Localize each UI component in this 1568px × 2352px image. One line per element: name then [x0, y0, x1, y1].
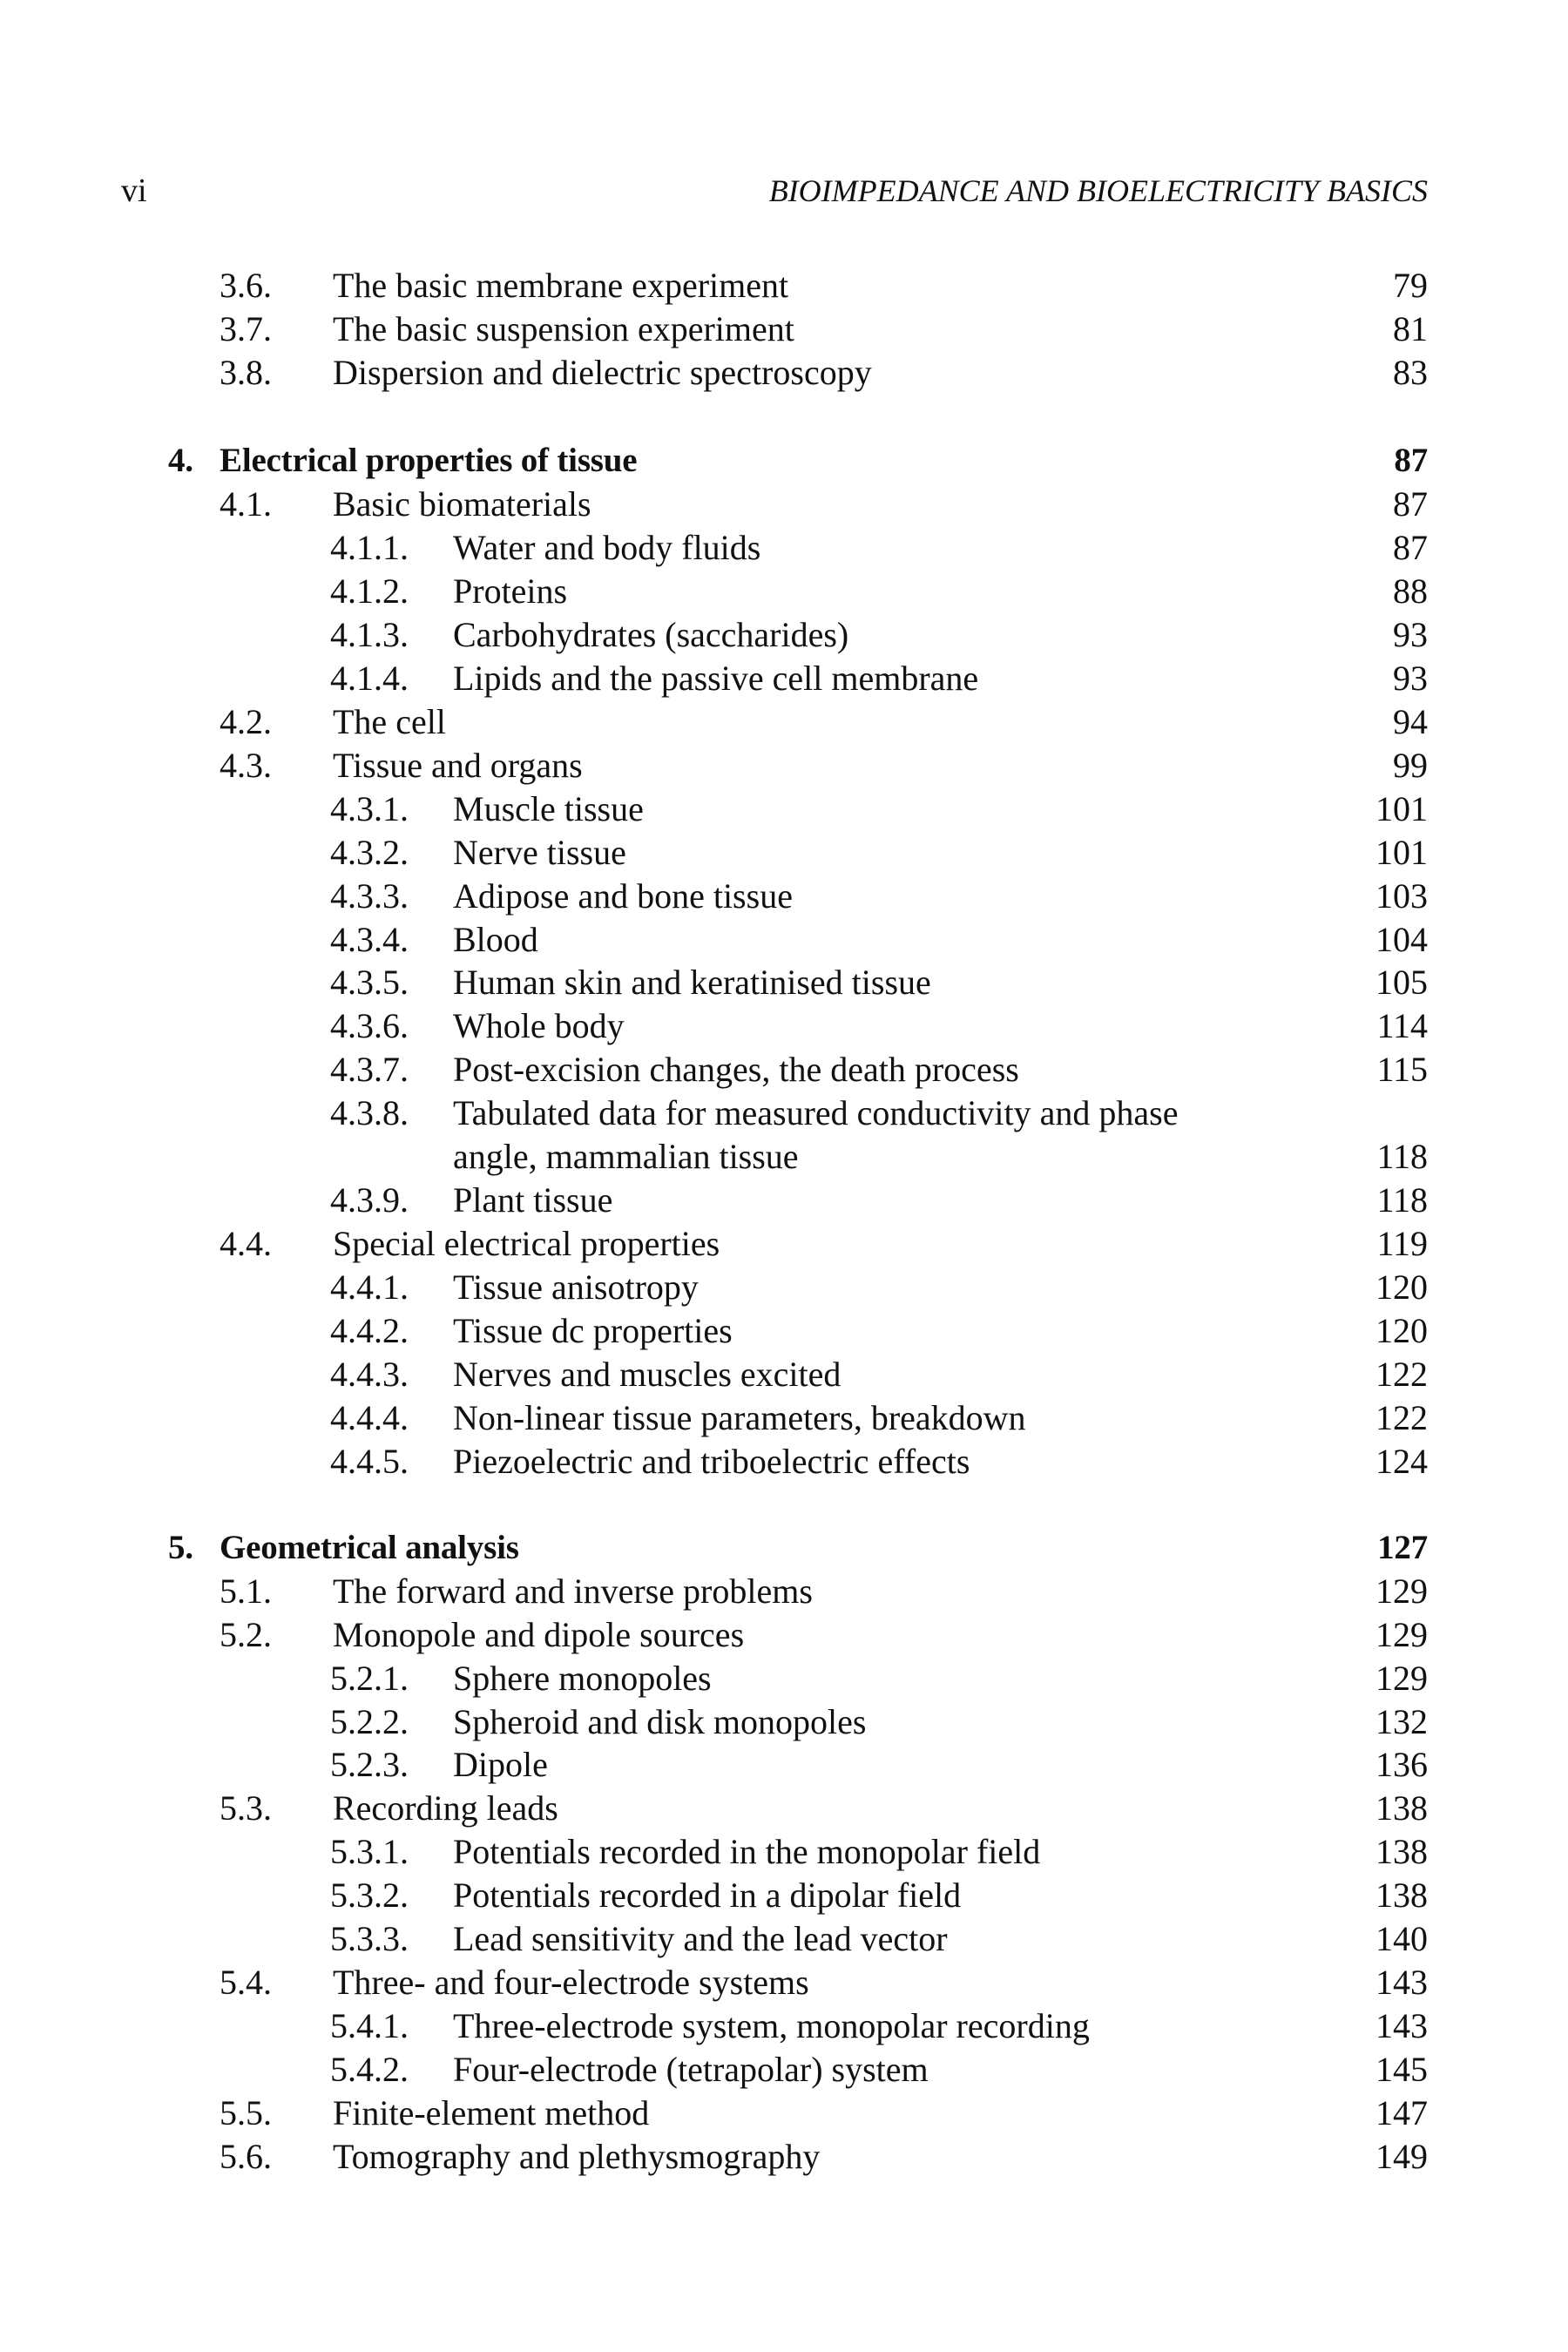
toc-entry-title: The cell — [333, 702, 446, 741]
toc-entry-number: 4.3.8. — [330, 1093, 409, 1132]
toc-entry — [0, 1875, 1568, 1916]
toc-entry-number: 5.3. — [220, 1788, 272, 1828]
toc-entry-page: 122 — [1375, 1355, 1428, 1394]
toc-entry-page: 129 — [1375, 1615, 1428, 1654]
toc-chapter-entry — [0, 440, 1568, 482]
toc-entry — [0, 745, 1568, 787]
toc-entry-title: The forward and inverse problems — [333, 1571, 813, 1611]
toc-entry-page: 129 — [1375, 1571, 1428, 1611]
toc-entry-title: Recording leads — [333, 1788, 558, 1828]
toc-entry-page: 101 — [1375, 789, 1428, 828]
toc-entry-title: angle, mammalian tissue — [453, 1137, 799, 1176]
toc-entry-page: 145 — [1375, 2050, 1428, 2089]
toc-entry — [0, 875, 1568, 917]
toc-entry — [0, 1179, 1568, 1221]
toc-entry-title: Four-electrode (tetrapolar) system — [453, 2050, 929, 2089]
toc-entry — [0, 1614, 1568, 1656]
toc-entry-title: Monopole and dipole sources — [333, 1615, 745, 1654]
toc-entry-title: Special electrical properties — [333, 1224, 720, 1263]
toc-entry — [0, 483, 1568, 525]
toc-entry-title: Adipose and bone tissue — [453, 876, 793, 916]
toc-entry-title: Nerve tissue — [453, 833, 626, 872]
toc-entry-page: 81 — [1393, 309, 1428, 348]
toc-entry-number: 5.2.2. — [330, 1702, 409, 1741]
toc-entry-title: Potentials recorded in the monopolar field — [453, 1832, 1041, 1871]
toc-entry — [0, 614, 1568, 656]
toc-entry-number: 4.3.6. — [330, 1006, 409, 1045]
toc-entry — [0, 1962, 1568, 2004]
toc-entry-number: 4.2. — [220, 702, 272, 741]
toc-entry-number: 4.4. — [220, 1224, 272, 1263]
toc-entry-title: Three-electrode system, monopolar recording — [453, 2006, 1090, 2045]
toc-entry-title: Tomography and plethysmography — [333, 2137, 821, 2176]
toc-entry-number: 4. — [168, 442, 193, 479]
toc-entry-number: 5.3.3. — [330, 1919, 409, 1958]
toc-entry — [0, 1744, 1568, 1786]
toc-entry-number: 5. — [168, 1529, 193, 1566]
toc-entry-title: Geometrical analysis — [220, 1529, 519, 1566]
toc-entry-number: 3.6. — [220, 266, 272, 305]
toc-entry-title: Human skin and keratinised tissue — [453, 963, 931, 1002]
toc-entry-number: 4.4.3. — [330, 1355, 409, 1394]
toc-entry-page: 105 — [1375, 963, 1428, 1002]
page-number: vi — [121, 172, 147, 209]
toc-entry-number: 4.1.3. — [330, 615, 409, 654]
toc-entry — [0, 1354, 1568, 1396]
toc-entry-number: 5.2.1. — [330, 1659, 409, 1698]
toc-entry — [0, 701, 1568, 743]
toc-entry-page: 119 — [1376, 1224, 1428, 1263]
toc-entry-title: Spheroid and disk monopoles — [453, 1702, 867, 1741]
toc-entry — [0, 788, 1568, 830]
toc-entry-page: 93 — [1393, 615, 1428, 654]
toc-entry-page: 120 — [1375, 1311, 1428, 1350]
toc-entry — [0, 1788, 1568, 1829]
toc-entry-page: 149 — [1375, 2137, 1428, 2176]
toc-entry-title: Basic biomaterials — [333, 484, 591, 524]
toc-entry-title: Proteins — [453, 571, 568, 611]
toc-entry-title: Non-linear tissue parameters, breakdown — [453, 1398, 1026, 1437]
toc-entry-page: 88 — [1393, 571, 1428, 611]
toc-entry — [0, 352, 1568, 394]
toc-entry-page: 115 — [1376, 1050, 1428, 1089]
toc-entry-title: Tabulated data for measured conductivity and phase — [453, 1093, 1179, 1132]
toc-entry-title: Nerves and muscles excited — [453, 1355, 841, 1394]
toc-entry-title: Finite-element method — [333, 2093, 650, 2132]
toc-entry-page: 118 — [1376, 1180, 1428, 1220]
toc-entry — [0, 1397, 1568, 1439]
running-head: BIOIMPEDANCE AND BIOELECTRICITY BASICS — [768, 173, 1428, 208]
toc-entry-number: 4.4.2. — [330, 1311, 409, 1350]
toc-entry-number: 4.3.9. — [330, 1180, 409, 1220]
toc-entry-page: 114 — [1376, 1006, 1428, 1045]
toc-entry — [0, 1831, 1568, 1873]
toc-entry-number: 5.1. — [220, 1571, 272, 1611]
toc-entry-title: Three- and four-electrode systems — [333, 1963, 809, 2002]
toc-entry-page: 140 — [1375, 1919, 1428, 1958]
toc-entry-page: 138 — [1375, 1832, 1428, 1871]
toc-entry-title: Carbohydrates (saccharides) — [453, 615, 849, 654]
toc-entry-title: Whole body — [453, 1006, 625, 1045]
toc-entry — [0, 1136, 1568, 1178]
toc-entry-page: 143 — [1375, 1963, 1428, 2002]
toc-entry — [0, 1267, 1568, 1308]
toc-entry-page: 143 — [1375, 2006, 1428, 2045]
toc-entry-title: Post-excision changes, the death process — [453, 1050, 1019, 1089]
toc-entry-number: 4.1. — [220, 484, 272, 524]
toc-entry-title: Dispersion and dielectric spectroscopy — [333, 353, 872, 392]
toc-entry-number: 4.3. — [220, 746, 272, 785]
toc-entry-number: 4.3.2. — [330, 833, 409, 872]
toc-entry-page: 87 — [1393, 484, 1428, 524]
toc-entry-page: 94 — [1393, 702, 1428, 741]
toc-entry — [0, 1658, 1568, 1700]
toc-entry — [0, 265, 1568, 307]
toc-entry-page: 79 — [1393, 266, 1428, 305]
toc-entry-page: 83 — [1393, 353, 1428, 392]
toc-entry — [0, 919, 1568, 961]
toc-entry — [0, 527, 1568, 569]
toc-entry-number: 3.8. — [220, 353, 272, 392]
toc-entry — [0, 1223, 1568, 1265]
toc-entry-number: 4.3.7. — [330, 1050, 409, 1089]
toc-entry-page: 138 — [1375, 1876, 1428, 1915]
toc-entry-number: 4.1.1. — [330, 528, 409, 567]
toc-entry-number: 5.3.1. — [330, 1832, 409, 1871]
toc-entry — [0, 1701, 1568, 1743]
toc-entry-number: 4.3.3. — [330, 876, 409, 916]
toc-entry-number: 4.3.4. — [330, 920, 409, 959]
toc-entry — [0, 2092, 1568, 2134]
toc-entry-title: Piezoelectric and triboelectric effects — [453, 1442, 970, 1481]
toc-entry-number: 5.3.2. — [330, 1876, 409, 1915]
toc-entry-page: 136 — [1375, 1745, 1428, 1784]
toc-entry-number: 4.1.2. — [330, 571, 409, 611]
toc-entry-title: Tissue dc properties — [453, 1311, 733, 1350]
toc-entry — [0, 2005, 1568, 2047]
toc-entry-number: 4.3.5. — [330, 963, 409, 1002]
toc-entry-title: The basic membrane experiment — [333, 266, 789, 305]
toc-entry-number: 5.5. — [220, 2093, 272, 2132]
toc-entry-number: 5.6. — [220, 2137, 272, 2176]
toc-entry-title: Tissue anisotropy — [453, 1267, 699, 1307]
toc-entry-title: Muscle tissue — [453, 789, 644, 828]
toc-entry-page: 99 — [1393, 746, 1428, 785]
toc-entry-page: 138 — [1375, 1788, 1428, 1828]
toc-entry — [0, 1310, 1568, 1352]
toc-entry-number: 4.4.5. — [330, 1442, 409, 1481]
toc-entry-number: 4.4.4. — [330, 1398, 409, 1437]
toc-entry — [0, 1441, 1568, 1483]
toc-entry-page: 118 — [1376, 1137, 1428, 1176]
toc-entry-title: Lead sensitivity and the lead vector — [453, 1919, 948, 1958]
toc-entry-number: 4.3.1. — [330, 789, 409, 828]
toc-entry — [0, 1918, 1568, 1960]
toc-entry-number: 4.1.4. — [330, 659, 409, 698]
toc-entry — [0, 571, 1568, 612]
toc-entry-page: 147 — [1375, 2093, 1428, 2132]
toc-entry-title: Plant tissue — [453, 1180, 613, 1220]
toc-entry-page: 129 — [1375, 1659, 1428, 1698]
toc-entry — [0, 2049, 1568, 2091]
toc-entry — [0, 1005, 1568, 1047]
toc-entry-title: Water and body fluids — [453, 528, 761, 567]
toc-entry-number: 5.4.2. — [330, 2050, 409, 2089]
toc-entry-page: 122 — [1375, 1398, 1428, 1437]
toc-entry-page: 103 — [1375, 876, 1428, 916]
toc-entry-page: 132 — [1375, 1702, 1428, 1741]
toc-entry-page: 93 — [1393, 659, 1428, 698]
toc-entry-number: 5.2.3. — [330, 1745, 409, 1784]
toc-entry-title: Blood — [453, 920, 538, 959]
toc-entry — [0, 308, 1568, 350]
toc-entry-title: Potentials recorded in a dipolar field — [453, 1876, 962, 1915]
toc-entry-page: 127 — [1377, 1529, 1428, 1566]
toc-entry-number: 3.7. — [220, 309, 272, 348]
toc-entry-number: 5.4.1. — [330, 2006, 409, 2045]
toc-entry — [0, 658, 1568, 700]
toc-entry-number: 5.2. — [220, 1615, 272, 1654]
toc-entry-page: 124 — [1375, 1442, 1428, 1481]
toc-entry-page: 104 — [1375, 920, 1428, 959]
toc-entry-title: Dipole — [453, 1745, 548, 1784]
toc-entry — [0, 1092, 1568, 1134]
toc-entry — [0, 1571, 1568, 1612]
toc-entry — [0, 962, 1568, 1004]
toc-entry — [0, 832, 1568, 874]
toc-entry-title: Sphere monopoles — [453, 1659, 712, 1698]
toc-entry-number: 4.4.1. — [330, 1267, 409, 1307]
toc-entry-title: Lipids and the passive cell membrane — [453, 659, 979, 698]
toc-entry-page: 87 — [1394, 442, 1428, 479]
toc-entry — [0, 1049, 1568, 1091]
toc-entry — [0, 2136, 1568, 2178]
toc-entry-title: Tissue and organs — [333, 746, 583, 785]
toc-entry-page: 101 — [1375, 833, 1428, 872]
toc-chapter-entry — [0, 1527, 1568, 1569]
toc-entry-number: 5.4. — [220, 1963, 272, 2002]
toc-entry-page: 120 — [1375, 1267, 1428, 1307]
toc-entry-page: 87 — [1393, 528, 1428, 567]
toc-entry-title: The basic suspension experiment — [333, 309, 794, 348]
toc-entry-title: Electrical properties of tissue — [220, 442, 638, 479]
